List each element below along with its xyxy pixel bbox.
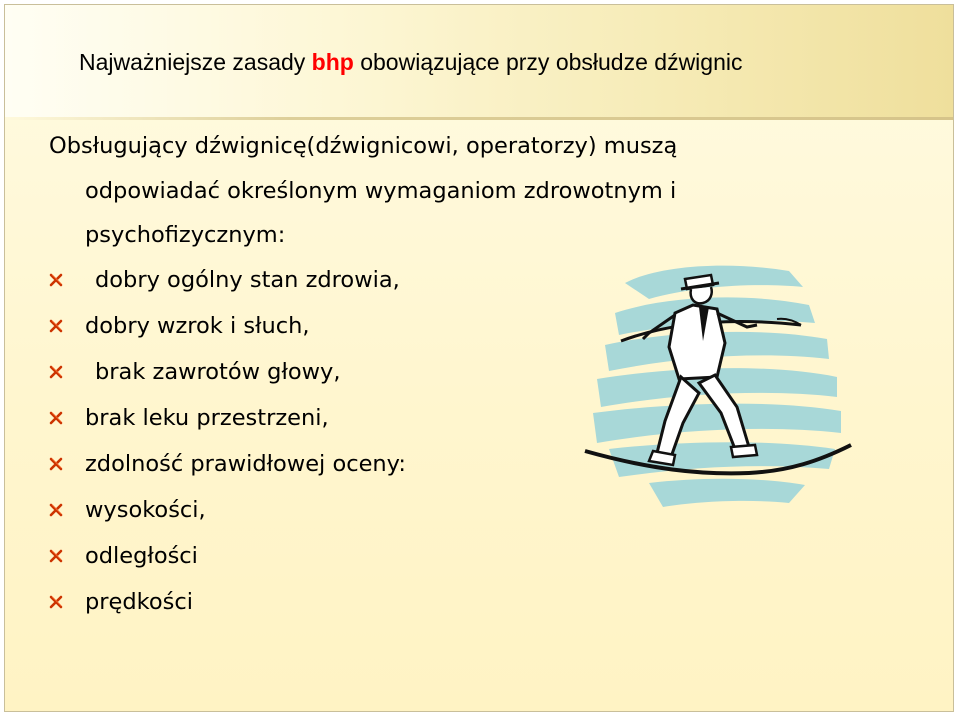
x-mark-icon (49, 411, 63, 425)
tightrope-walker-icon (579, 243, 859, 533)
intro-line-3: psychofizycznym: (85, 222, 286, 248)
list-item-text: dobry ogólny stan zdrowia, (95, 267, 400, 293)
list-item-text: odległości (85, 543, 198, 569)
list-item-text: brak leku przestrzeni, (85, 405, 329, 431)
list-item-text: dobry wzrok i słuch, (85, 313, 310, 339)
x-mark-icon (49, 319, 63, 333)
intro-line-2: odpowiadać określonym wymaganiom zdrowotnym i (85, 178, 677, 204)
slide-title (79, 49, 742, 76)
title-part-1: Najważniejsze zasady (79, 49, 312, 75)
list-item (49, 579, 929, 625)
x-mark-icon (49, 595, 63, 609)
intro-line-1: Obsługujący dźwignicę(dźwignicowi, operatorzy) muszą (49, 133, 678, 159)
slide (4, 4, 954, 712)
list-item (49, 533, 929, 579)
x-mark-icon (49, 365, 63, 379)
title-highlight-bhp: bhp (311, 49, 354, 75)
list-item-text: prędkości (85, 589, 193, 615)
title-divider (5, 117, 953, 120)
x-mark-icon (49, 549, 63, 563)
list-item-text: brak zawrotów głowy, (95, 359, 341, 385)
intro-paragraph (49, 123, 929, 257)
list-item-text: zdolność prawidłowej oceny: (85, 451, 406, 477)
x-mark-icon (49, 273, 63, 287)
x-mark-icon (49, 503, 63, 517)
x-mark-icon (49, 457, 63, 471)
list-item-text: wysokości, (85, 497, 206, 523)
title-part-2: obowiązujące przy obsłudze dźwignic (353, 49, 743, 75)
